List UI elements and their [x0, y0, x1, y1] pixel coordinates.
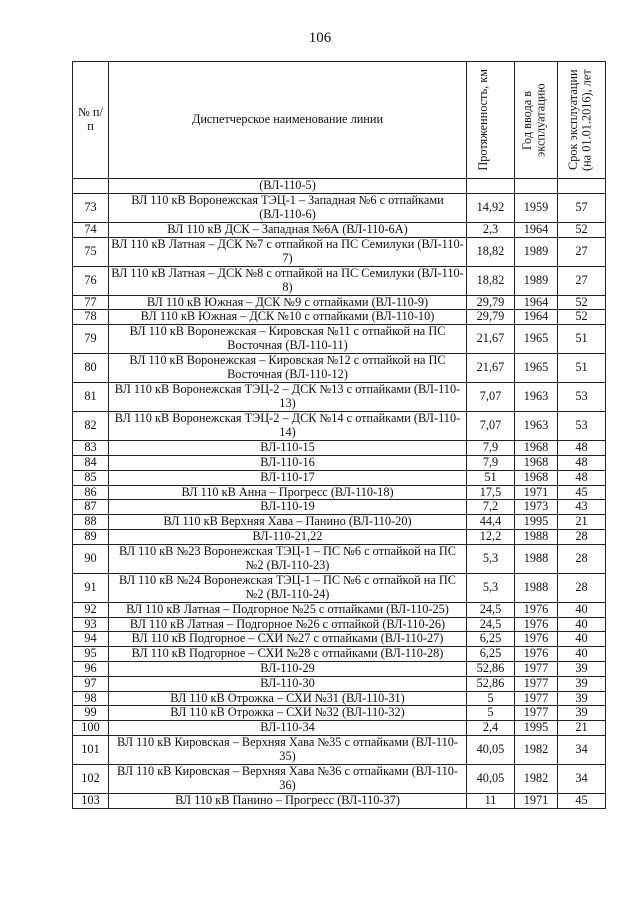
cell-age: 45: [558, 793, 606, 808]
cell-num: 81: [73, 383, 109, 412]
table-row: [73, 706, 606, 721]
cell-length: 14,92: [467, 193, 515, 222]
cell-length: 51: [467, 470, 515, 485]
cell-length: 6,25: [467, 632, 515, 647]
cell-age: [558, 179, 606, 194]
table-row: [73, 222, 606, 237]
cell-year: 1968: [515, 455, 558, 470]
cell-year: 1977: [515, 691, 558, 706]
cell-name: (ВЛ-110-5): [109, 179, 467, 194]
cell-length: 40,05: [467, 764, 515, 793]
table-row: [73, 676, 606, 691]
header-age-text: Срок эксплуатации (на 01.01.2016), лет: [565, 69, 593, 171]
cell-num: 90: [73, 544, 109, 573]
cell-length: 5,3: [467, 573, 515, 602]
cell-name: ВЛ-110-19: [109, 500, 467, 515]
cell-num: 94: [73, 632, 109, 647]
cell-num: 102: [73, 764, 109, 793]
cell-name: ВЛ 110 кВ Воронежская ТЭЦ-1 – Западная №6 с отпайками (ВЛ-110-6): [109, 193, 467, 222]
cell-year: 1988: [515, 573, 558, 602]
cell-num: 82: [73, 412, 109, 441]
cell-name: ВЛ 110 кВ Южная – ДСК №9 с отпайками (ВЛ-110-9): [109, 295, 467, 310]
cell-length: 7,9: [467, 441, 515, 456]
cell-year: 1959: [515, 193, 558, 222]
cell-length: 18,82: [467, 237, 515, 266]
cell-name: ВЛ 110 кВ Латная – Подгорное №25 с отпайками (ВЛ-110-25): [109, 602, 467, 617]
cell-num: 103: [73, 793, 109, 808]
cell-age: 52: [558, 310, 606, 325]
cell-name: ВЛ 110 кВ Воронежская – Кировская №11 с отпайкой на ПС Восточная (ВЛ-110-11): [109, 325, 467, 354]
cell-year: 1995: [515, 721, 558, 736]
cell-length: 5,3: [467, 544, 515, 573]
table-row: [73, 383, 606, 412]
cell-name: ВЛ 110 кВ №24 Воронежская ТЭЦ-1 – ПС №6 с отпайкой на ПС №2 (ВЛ-110-24): [109, 573, 467, 602]
cell-name: ВЛ 110 кВ Кировская – Верхняя Хава №36 с отпайками (ВЛ-110-36): [109, 764, 467, 793]
cell-year: 1988: [515, 544, 558, 573]
cell-age: 40: [558, 647, 606, 662]
cell-length: 12,2: [467, 529, 515, 544]
cell-age: 48: [558, 441, 606, 456]
cell-year: 1976: [515, 647, 558, 662]
cell-num: 98: [73, 691, 109, 706]
cell-name: ВЛ 110 кВ Латная – ДСК №8 с отпайкой на ПС Семилуки (ВЛ-110-8): [109, 266, 467, 295]
cell-age: 53: [558, 412, 606, 441]
table-row: [73, 691, 606, 706]
table-row: [73, 544, 606, 573]
table-row: [73, 295, 606, 310]
cell-name: ВЛ 110 кВ Анна – Прогресс (ВЛ-110-18): [109, 485, 467, 500]
cell-num: 89: [73, 529, 109, 544]
cell-name: ВЛ 110 кВ ДСК – Западная №6А (ВЛ-110-6А): [109, 222, 467, 237]
header-length-text: Протяженность, км: [475, 69, 490, 171]
cell-name: ВЛ 110 кВ Подгорное – СХИ №27 с отпайками (ВЛ-110-27): [109, 632, 467, 647]
cell-age: 27: [558, 237, 606, 266]
cell-age: 39: [558, 706, 606, 721]
cell-length: 7,9: [467, 455, 515, 470]
cell-length: 29,79: [467, 295, 515, 310]
cell-num: 73: [73, 193, 109, 222]
cell-length: 52,86: [467, 676, 515, 691]
cell-num: 99: [73, 706, 109, 721]
cell-num: 76: [73, 266, 109, 295]
cell-age: 39: [558, 661, 606, 676]
cell-length: 7,07: [467, 412, 515, 441]
cell-age: 43: [558, 500, 606, 515]
cell-num: [73, 179, 109, 194]
table-row: [73, 441, 606, 456]
cell-num: 91: [73, 573, 109, 602]
cell-name: ВЛ 110 кВ Подгорное – СХИ №28 с отпайками (ВЛ-110-28): [109, 647, 467, 662]
cell-age: 51: [558, 354, 606, 383]
cell-num: 97: [73, 676, 109, 691]
cell-length: 7,07: [467, 383, 515, 412]
cell-length: 2,3: [467, 222, 515, 237]
table-row: [73, 647, 606, 662]
table-row: [73, 193, 606, 222]
cell-name: ВЛ-110-29: [109, 661, 467, 676]
cell-age: 48: [558, 470, 606, 485]
cell-num: 84: [73, 455, 109, 470]
cell-year: 1976: [515, 617, 558, 632]
cell-age: 53: [558, 383, 606, 412]
cell-year: 1971: [515, 793, 558, 808]
cell-age: 40: [558, 617, 606, 632]
cell-name: ВЛ 110 кВ Панино – Прогресс (ВЛ-110-37): [109, 793, 467, 808]
cell-name: ВЛ-110-21,22: [109, 529, 467, 544]
table-row: [73, 266, 606, 295]
table-row: [73, 310, 606, 325]
table-row: [73, 793, 606, 808]
cell-age: 21: [558, 721, 606, 736]
cell-num: 87: [73, 500, 109, 515]
cell-name: ВЛ 110 кВ Латная – Подгорное №26 с отпайкой (ВЛ-110-26): [109, 617, 467, 632]
header-length: [467, 62, 515, 179]
cell-length: 5: [467, 706, 515, 721]
cell-year: 1982: [515, 764, 558, 793]
cell-num: 93: [73, 617, 109, 632]
cell-year: 1973: [515, 500, 558, 515]
table-row: [73, 573, 606, 602]
table-row: [73, 500, 606, 515]
cell-length: 6,25: [467, 647, 515, 662]
cell-age: 27: [558, 266, 606, 295]
cell-age: 34: [558, 735, 606, 764]
table-row: [73, 455, 606, 470]
table-row: [73, 179, 606, 194]
cell-year: 1964: [515, 222, 558, 237]
cell-num: 79: [73, 325, 109, 354]
cell-year: 1965: [515, 325, 558, 354]
cell-num: 101: [73, 735, 109, 764]
cell-num: 85: [73, 470, 109, 485]
cell-name: ВЛ 110 кВ Латная – ДСК №7 с отпайкой на ПС Семилуки (ВЛ-110-7): [109, 237, 467, 266]
cell-name: ВЛ 110 кВ Отрожка – СХИ №32 (ВЛ-110-32): [109, 706, 467, 721]
cell-year: 1976: [515, 602, 558, 617]
cell-num: 77: [73, 295, 109, 310]
cell-age: 52: [558, 295, 606, 310]
cell-length: 7,2: [467, 500, 515, 515]
cell-year: 1977: [515, 661, 558, 676]
cell-age: 57: [558, 193, 606, 222]
cell-num: 83: [73, 441, 109, 456]
cell-num: 88: [73, 515, 109, 530]
cell-name: ВЛ-110-30: [109, 676, 467, 691]
cell-length: 11: [467, 793, 515, 808]
table-row: [73, 325, 606, 354]
cell-age: 28: [558, 573, 606, 602]
cell-age: 40: [558, 602, 606, 617]
cell-name: ВЛ 110 кВ Кировская – Верхняя Хава №35 с отпайками (ВЛ-110-35): [109, 735, 467, 764]
power-lines-table: [72, 61, 606, 809]
cell-year: 1989: [515, 237, 558, 266]
cell-name: ВЛ-110-17: [109, 470, 467, 485]
cell-year: 1971: [515, 485, 558, 500]
table-row: [73, 617, 606, 632]
table-header-row: [73, 62, 606, 179]
table-row: [73, 735, 606, 764]
cell-age: 39: [558, 691, 606, 706]
cell-num: 78: [73, 310, 109, 325]
table-row: [73, 485, 606, 500]
cell-name: ВЛ 110 кВ Воронежская ТЭЦ-2 – ДСК №14 с отпайками (ВЛ-110-14): [109, 412, 467, 441]
cell-length: 21,67: [467, 354, 515, 383]
cell-age: 48: [558, 455, 606, 470]
cell-year: 1963: [515, 412, 558, 441]
cell-year: 1995: [515, 515, 558, 530]
table-row: [73, 602, 606, 617]
cell-name: ВЛ-110-34: [109, 721, 467, 736]
cell-num: 92: [73, 602, 109, 617]
cell-age: 21: [558, 515, 606, 530]
cell-age: 52: [558, 222, 606, 237]
header-name: Диспетчерское наименование линии: [109, 62, 467, 179]
cell-length: 24,5: [467, 602, 515, 617]
cell-year: 1977: [515, 676, 558, 691]
table-row: [73, 661, 606, 676]
cell-length: [467, 179, 515, 194]
table-row: [73, 237, 606, 266]
cell-name: ВЛ 110 кВ Отрожка – СХИ №31 (ВЛ-110-31): [109, 691, 467, 706]
cell-num: 80: [73, 354, 109, 383]
cell-year: 1989: [515, 266, 558, 295]
table-row: [73, 515, 606, 530]
cell-year: 1968: [515, 470, 558, 485]
cell-year: 1982: [515, 735, 558, 764]
cell-year: 1965: [515, 354, 558, 383]
cell-name: ВЛ 110 кВ Воронежская ТЭЦ-2 – ДСК №13 с отпайками (ВЛ-110-13): [109, 383, 467, 412]
cell-name: ВЛ 110 кВ Южная – ДСК №10 с отпайками (ВЛ-110-10): [109, 310, 467, 325]
cell-age: 34: [558, 764, 606, 793]
cell-year: 1977: [515, 706, 558, 721]
cell-year: 1968: [515, 441, 558, 456]
header-year: [515, 62, 558, 179]
cell-year: 1963: [515, 383, 558, 412]
table-row: [73, 412, 606, 441]
cell-length: 40,05: [467, 735, 515, 764]
cell-num: 96: [73, 661, 109, 676]
cell-length: 44,4: [467, 515, 515, 530]
page-number: 106: [308, 30, 332, 46]
cell-age: 28: [558, 529, 606, 544]
cell-num: 75: [73, 237, 109, 266]
table-row: [73, 721, 606, 736]
cell-num: 86: [73, 485, 109, 500]
cell-num: 74: [73, 222, 109, 237]
cell-age: 39: [558, 676, 606, 691]
cell-num: 100: [73, 721, 109, 736]
cell-name: ВЛ 110 кВ Верхняя Хава – Панино (ВЛ-110-20): [109, 515, 467, 530]
cell-year: 1988: [515, 529, 558, 544]
cell-name: ВЛ 110 кВ №23 Воронежская ТЭЦ-1 – ПС №6 с отпайкой на ПС №2 (ВЛ-110-23): [109, 544, 467, 573]
cell-length: 17,5: [467, 485, 515, 500]
table-row: [73, 470, 606, 485]
cell-length: 21,67: [467, 325, 515, 354]
cell-length: 2,4: [467, 721, 515, 736]
cell-length: 24,5: [467, 617, 515, 632]
cell-name: ВЛ-110-15: [109, 441, 467, 456]
cell-length: 5: [467, 691, 515, 706]
table-row: [73, 764, 606, 793]
cell-year: 1964: [515, 295, 558, 310]
header-num: № п/п: [73, 62, 109, 179]
cell-name: ВЛ 110 кВ Воронежская – Кировская №12 с отпайкой на ПС Восточная (ВЛ-110-12): [109, 354, 467, 383]
table-row: [73, 354, 606, 383]
cell-length: 52,86: [467, 661, 515, 676]
table-row: [73, 632, 606, 647]
cell-length: 18,82: [467, 266, 515, 295]
cell-year: [515, 179, 558, 194]
cell-age: 45: [558, 485, 606, 500]
cell-age: 28: [558, 544, 606, 573]
cell-age: 40: [558, 632, 606, 647]
table-row: [73, 529, 606, 544]
header-age: [558, 62, 606, 179]
cell-name: ВЛ-110-16: [109, 455, 467, 470]
cell-length: 29,79: [467, 310, 515, 325]
table-body: [73, 179, 606, 809]
header-year-text: Год ввода в эксплуатацию: [520, 83, 548, 157]
cell-age: 51: [558, 325, 606, 354]
cell-num: 95: [73, 647, 109, 662]
cell-year: 1964: [515, 310, 558, 325]
cell-year: 1976: [515, 632, 558, 647]
